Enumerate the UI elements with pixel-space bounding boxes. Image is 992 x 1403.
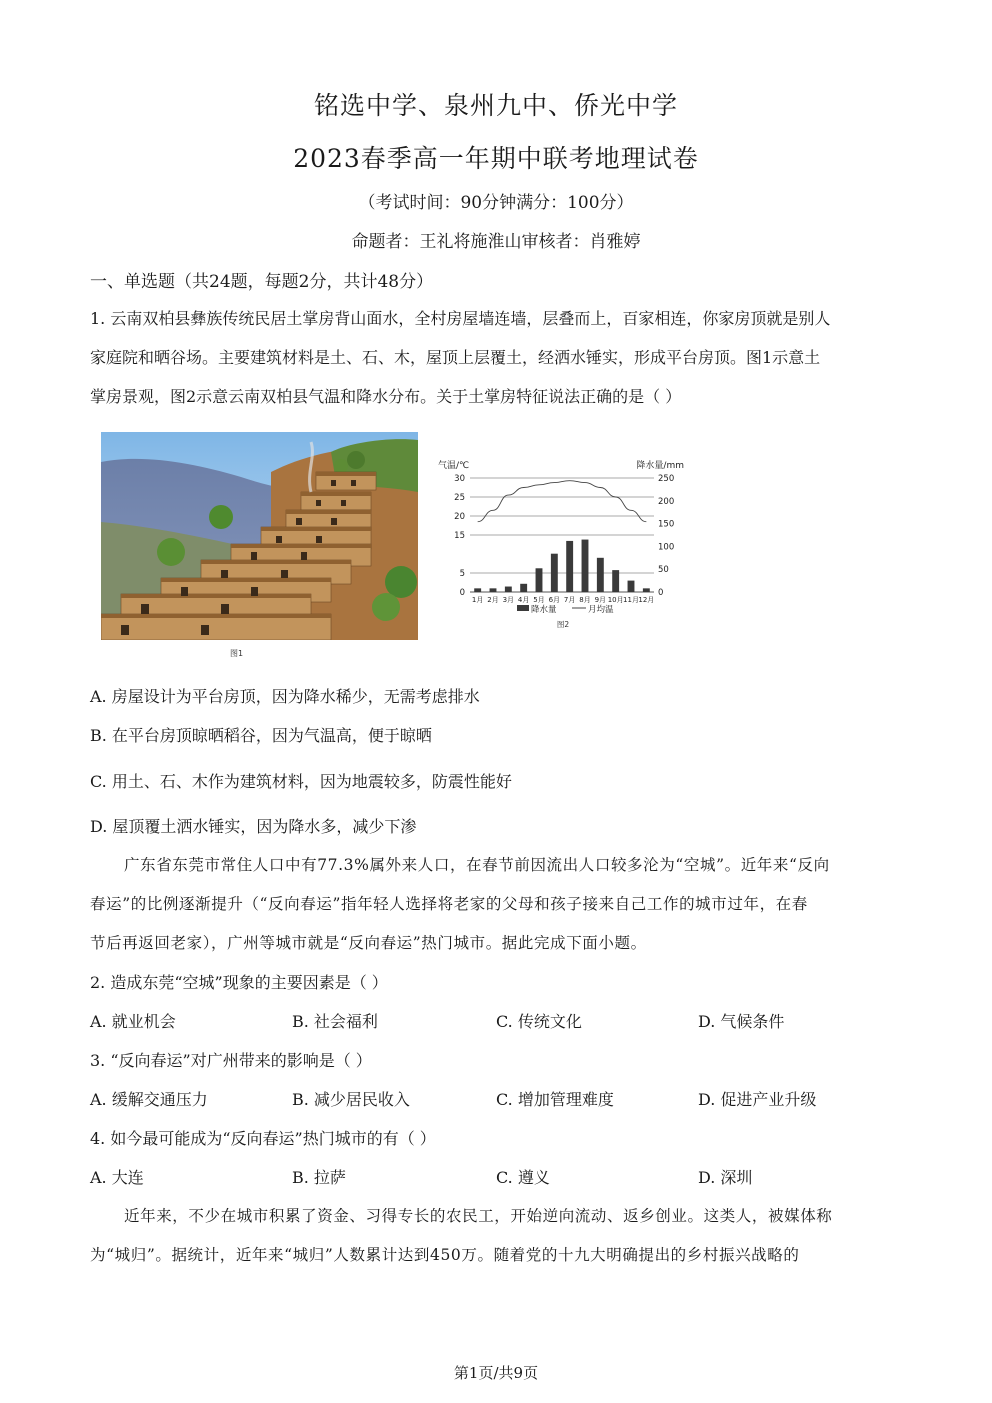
precipitation-bars [474, 540, 650, 592]
precipitation-bar [536, 568, 543, 592]
q4-option-d: D. 深圳 [698, 1168, 753, 1187]
x-tick-labels [472, 596, 654, 604]
passage2-line1: 广东省东莞市常住人口中有77.3%属外来人口，在春节前因流出人口较多沦为“空城”。近年来“反向 [124, 856, 830, 874]
climate-chart [432, 458, 694, 633]
q2-option-d: D. 气候条件 [698, 1012, 785, 1031]
x-tick-label: 10月 [607, 596, 624, 604]
chart-legend [517, 604, 614, 615]
q3-option-b: B. 减少居民收入 [292, 1090, 410, 1109]
legend-line-label: 月均温 [588, 605, 614, 615]
q1-line3: 掌房景观，图2示意云南双柏县气温和降水分布。关于土掌房特征说法正确的是（ ） [90, 387, 682, 406]
y2-tick-label: 150 [658, 519, 675, 530]
y2-tick-labels [658, 474, 674, 598]
x-tick-label: 5月 [533, 596, 545, 604]
exam-authors: 命题者：王礼将施淮山审核者：肖雅婷 [351, 232, 641, 252]
q4-option-b: B. 拉萨 [292, 1168, 346, 1187]
legend-bar-swatch [517, 605, 529, 611]
x-tick-label: 7月 [563, 596, 576, 604]
earth-house-photo [101, 432, 418, 640]
q3-option-d: D. 促进产业升级 [698, 1090, 817, 1109]
x-tick-label: 9月 [594, 596, 607, 604]
precipitation-bar [582, 540, 589, 592]
y-tick-label: 20 [454, 512, 465, 522]
x-tick-label: 3月 [502, 596, 515, 604]
q1-option-b: B. 在平台房顶晾晒稻谷，因为气温高，便于晾晒 [90, 726, 432, 745]
y-tick-label: 15 [454, 531, 465, 541]
y2-tick-label: 200 [658, 496, 675, 507]
exam-title: 2023春季高一年期中联考地理试卷 [293, 144, 699, 173]
precipitation-bar [643, 588, 650, 592]
precipitation-bar [612, 570, 619, 592]
section-heading: 一、单选题（共24题，每题2分，共计48分） [90, 272, 434, 292]
precipitation-bar [566, 541, 573, 592]
q4-stem: 4. 如今最可能成为“反向春运”热门城市的有（ ） [90, 1129, 436, 1148]
q3-option-c: C. 增加管理难度 [496, 1090, 614, 1109]
temperature-curve [478, 481, 647, 522]
page-number: 第1页/共9页 [453, 1364, 539, 1382]
q3-stem: 3. “反向春运”对广州带来的影响是（ ） [90, 1051, 372, 1070]
passage2-line2: 春运”的比例逐渐提升（“反向春运”指年轻人选择将老家的父母和孩子接来自己工作的城市过年，在春 [90, 895, 808, 913]
q4-option-a: A. 大连 [90, 1168, 144, 1187]
fig2-caption: 图2 [556, 620, 570, 629]
x-tick-label: 4月 [517, 596, 530, 604]
y2-tick-label: 50 [658, 565, 669, 576]
x-tick-label: 2月 [487, 596, 499, 604]
y2-tick-label: 100 [658, 542, 675, 553]
y-tick-label: 0 [459, 588, 465, 598]
precipitation-bar [551, 554, 558, 592]
precipitation-bar [474, 588, 481, 592]
chart-grid [470, 478, 654, 592]
legend-bar-label: 降水量 [531, 605, 557, 615]
passage3-line1: 近年来，不少在城市积累了资金、习得专长的农民工，开始逆向流动、返乡创业。这类人，被媒体称 [124, 1207, 833, 1225]
x-tick-label: 1月 [471, 596, 484, 604]
y-tick-label: 25 [454, 493, 465, 503]
y-tick-label: 30 [454, 474, 465, 484]
exam-info: （考试时间：90分钟满分：100分） [358, 193, 634, 213]
x-tick-label: 6月 [548, 596, 561, 604]
x-tick-label: 12月 [638, 596, 655, 604]
y2-axis-label: 降水量/mm [636, 461, 684, 471]
precipitation-bar [520, 584, 527, 592]
passage3-line2: 为“城归”。据统计，近年来“城归”人数累计达到450万。随着党的十九大明确提出的乡村振兴战略的 [90, 1246, 800, 1264]
q2-stem: 2. 造成东莞“空城”现象的主要因素是（ ） [90, 973, 388, 992]
precipitation-bar [505, 587, 512, 592]
x-tick-label: 11月 [623, 596, 639, 604]
q3-option-a: A. 缓解交通压力 [90, 1090, 208, 1109]
q2-option-c: C. 传统文化 [496, 1012, 582, 1031]
q2-option-b: B. 社会福利 [292, 1012, 378, 1031]
y2-tick-label: 250 [658, 474, 675, 484]
temperature-line [478, 481, 647, 522]
passage2-line3: 节后再返回老家），广州等城市就是“反向春运”热门城市。据此完成下面小题。 [90, 934, 647, 952]
y-tick-labels [454, 474, 465, 598]
y2-tick-label: 0 [658, 588, 664, 598]
x-tick-label: 8月 [579, 596, 591, 604]
q4-option-c: C. 遵义 [496, 1168, 550, 1187]
q1-option-d: D. 屋顶覆土洒水锤实，因为降水多，减少下渗 [90, 817, 417, 836]
precipitation-bar [490, 588, 497, 592]
y-tick-label: 5 [459, 569, 465, 579]
q1-option-c: C. 用土、石、木作为建筑材料，因为地震较多，防震性能好 [90, 772, 512, 791]
q1-line1: 1. 云南双柏县彝族传统民居土掌房背山面水，全村房屋墙连墙，层叠而上，百家相连，你家房顶就是别人 [90, 309, 831, 328]
precipitation-bar [628, 581, 635, 592]
q1-line2: 家庭院和晒谷场。主要建筑材料是土、石、木，屋顶上层覆土，经洒水锤实，形成平台房顶。图1示意土 [90, 348, 821, 367]
y-axis-label: 气温/℃ [438, 461, 470, 471]
fig1-caption: 图1 [230, 649, 244, 658]
q2-option-a: A. 就业机会 [90, 1012, 176, 1031]
school-title: 铭选中学、泉州九中、侨光中学 [313, 91, 678, 120]
precipitation-bar [597, 558, 604, 592]
q1-option-a: A. 房屋设计为平台房顶，因为降水稀少，无需考虑排水 [90, 687, 480, 706]
